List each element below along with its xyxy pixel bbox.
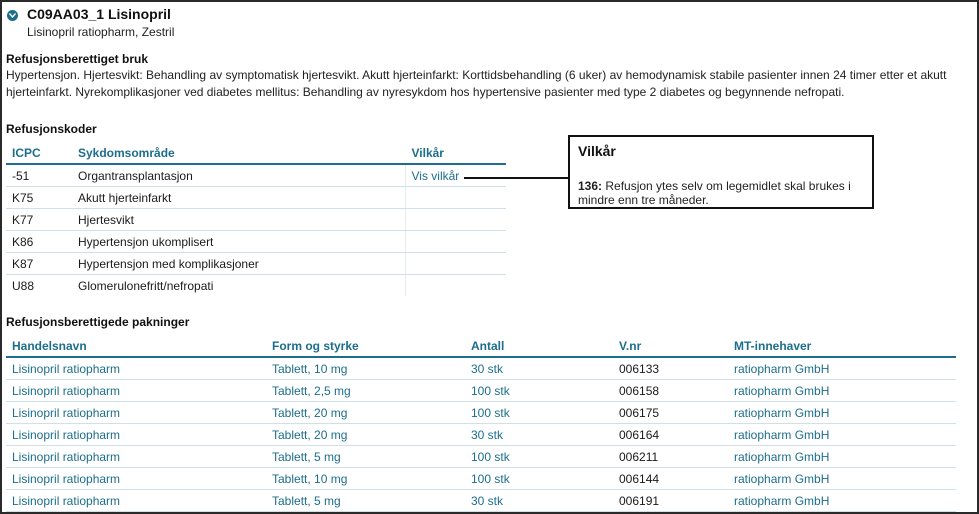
icpc-cell: -51 (6, 164, 72, 187)
table-row (6, 446, 956, 468)
table-row (6, 275, 506, 297)
pakninger-table (6, 336, 956, 512)
tooltip-connector-line (464, 177, 568, 179)
pakninger-heading: Refusjonsberettigede pakninger (6, 315, 190, 329)
table-row (6, 468, 956, 490)
table-row (6, 187, 506, 209)
tooltip-text: Refusjon ytes selv om legemidlet skal brukes i mindre enn tre måneder. (578, 179, 851, 207)
sykdomsomrade-cell: Akutt hjerteinfarkt (72, 187, 405, 209)
sykdomsomrade-cell: Hypertensjon med komplikasjoner (72, 253, 405, 275)
icpc-cell: K86 (6, 231, 72, 253)
column-header-vnr: V.nr (613, 336, 728, 357)
column-header-form-og-styrke: Form og styrke (266, 336, 465, 357)
vnr-cell: 006164 (613, 424, 728, 446)
antall-cell: 30 stk (465, 490, 613, 512)
table-row (6, 380, 956, 402)
table-row (6, 490, 956, 512)
sykdomsomrade-cell: Hjertesvikt (72, 209, 405, 231)
handelsnavn-link[interactable]: Lisinopril ratiopharm (6, 380, 266, 402)
vnr-cell: 006133 (613, 357, 728, 380)
tooltip-title: Vilkår (578, 143, 616, 159)
table-header-row (6, 143, 506, 164)
sykdomsomrade-cell: Organtransplantasjon (72, 164, 405, 187)
handelsnavn-link[interactable]: Lisinopril ratiopharm (6, 446, 266, 468)
vnr-cell: 006175 (613, 402, 728, 424)
mt-innehaver-cell: ratiopharm GmbH (728, 446, 956, 468)
form-og-styrke-cell: Tablett, 2,5 mg (266, 380, 465, 402)
form-og-styrke-cell: Tablett, 20 mg (266, 402, 465, 424)
handelsnavn-link[interactable]: Lisinopril ratiopharm (6, 424, 266, 446)
vilkar-cell (405, 275, 506, 297)
form-og-styrke-cell: Tablett, 10 mg (266, 357, 465, 380)
column-header-antall: Antall (465, 336, 613, 357)
vnr-cell: 006144 (613, 468, 728, 490)
form-og-styrke-cell: Tablett, 10 mg (266, 468, 465, 490)
tooltip-code: 136: (578, 179, 603, 193)
antall-cell: 100 stk (465, 446, 613, 468)
handelsnavn-link[interactable]: Lisinopril ratiopharm (6, 468, 266, 490)
sykdomsomrade-cell: Hypertensjon ukomplisert (72, 231, 405, 253)
mt-innehaver-cell: ratiopharm GmbH (728, 357, 956, 380)
table-row (6, 402, 956, 424)
vnr-cell: 006191 (613, 490, 728, 512)
form-og-styrke-cell: Tablett, 20 mg (266, 424, 465, 446)
mt-innehaver-cell: ratiopharm GmbH (728, 468, 956, 490)
vilkar-cell (405, 187, 506, 209)
table-row (6, 164, 506, 187)
sykdomsomrade-cell: Glomerulonefritt/nefropati (78, 278, 214, 293)
table-row (6, 231, 506, 253)
icpc-cell: K77 (6, 209, 72, 231)
vilkar-tooltip (568, 135, 874, 209)
vnr-cell: 006211 (613, 446, 728, 468)
icpc-cell: K87 (6, 253, 72, 275)
icpc-cell: K75 (6, 187, 72, 209)
antall-cell: 100 stk (465, 468, 613, 490)
column-header-mt-innehaver: MT-innehaver (728, 336, 956, 357)
vnr-cell: 006158 (613, 380, 728, 402)
icpc-cell: U88 (12, 278, 35, 293)
mt-innehaver-cell: ratiopharm GmbH (728, 490, 956, 512)
mt-innehaver-cell: ratiopharm GmbH (728, 380, 956, 402)
handelsnavn-link[interactable]: Lisinopril ratiopharm (6, 357, 266, 380)
chevron-down-icon[interactable] (7, 10, 18, 21)
refusjonskoder-table (6, 143, 506, 296)
vis-vilkar-link[interactable]: Vis vilkår (405, 164, 506, 187)
mt-innehaver-cell: ratiopharm GmbH (728, 424, 956, 446)
antall-cell: 100 stk (465, 402, 613, 424)
vilkar-cell (405, 253, 506, 275)
column-header-icpc: ICPC (6, 143, 72, 164)
table-row (6, 209, 506, 231)
page-subtitle: Lisinopril ratiopharm, Zestril (27, 25, 175, 39)
refusjonskoder-heading: Refusjonskoder (6, 122, 97, 136)
handelsnavn-link[interactable]: Lisinopril ratiopharm (6, 490, 266, 512)
column-header-vilkar: Vilkår (405, 143, 506, 164)
column-header-sykdomsomrade: Sykdomsområde (72, 143, 405, 164)
vilkar-cell (405, 231, 506, 253)
table-row (6, 357, 956, 380)
form-og-styrke-cell: Tablett, 5 mg (266, 446, 465, 468)
form-og-styrke-cell: Tablett, 5 mg (266, 490, 465, 512)
page-title: C09AA03_1 Lisinopril (27, 6, 171, 22)
antall-cell: 30 stk (465, 424, 613, 446)
mt-innehaver-cell: ratiopharm GmbH (728, 402, 956, 424)
table-row (6, 253, 506, 275)
antall-cell: 100 stk (465, 380, 613, 402)
vilkar-cell (405, 209, 506, 231)
refusjonsberettiget-bruk-text: Hypertensjon. Hjertesvikt: Behandling av symptomatisk hjertesvikt. Akutt hjerteinfarkt: Korttidsbehandling (6 uker) av hemodynamisk stabile pasienter innen 24 timer etter et akutt hjerteinfarkt. Nyrekomplikasjoner ved diabetes mellitus: Behandling av nyresykdom hos hypertensive pasienter med type 2 diabetes og begynnende nefropati. (6, 68, 947, 99)
table-row (6, 424, 956, 446)
antall-cell: 30 stk (465, 357, 613, 380)
table-header-row (6, 336, 956, 357)
handelsnavn-link[interactable]: Lisinopril ratiopharm (6, 402, 266, 424)
tooltip-body (578, 179, 863, 207)
refusjonsberettiget-bruk-heading: Refusjonsberettiget bruk (6, 52, 149, 66)
column-header-handelsnavn: Handelsnavn (6, 336, 266, 357)
